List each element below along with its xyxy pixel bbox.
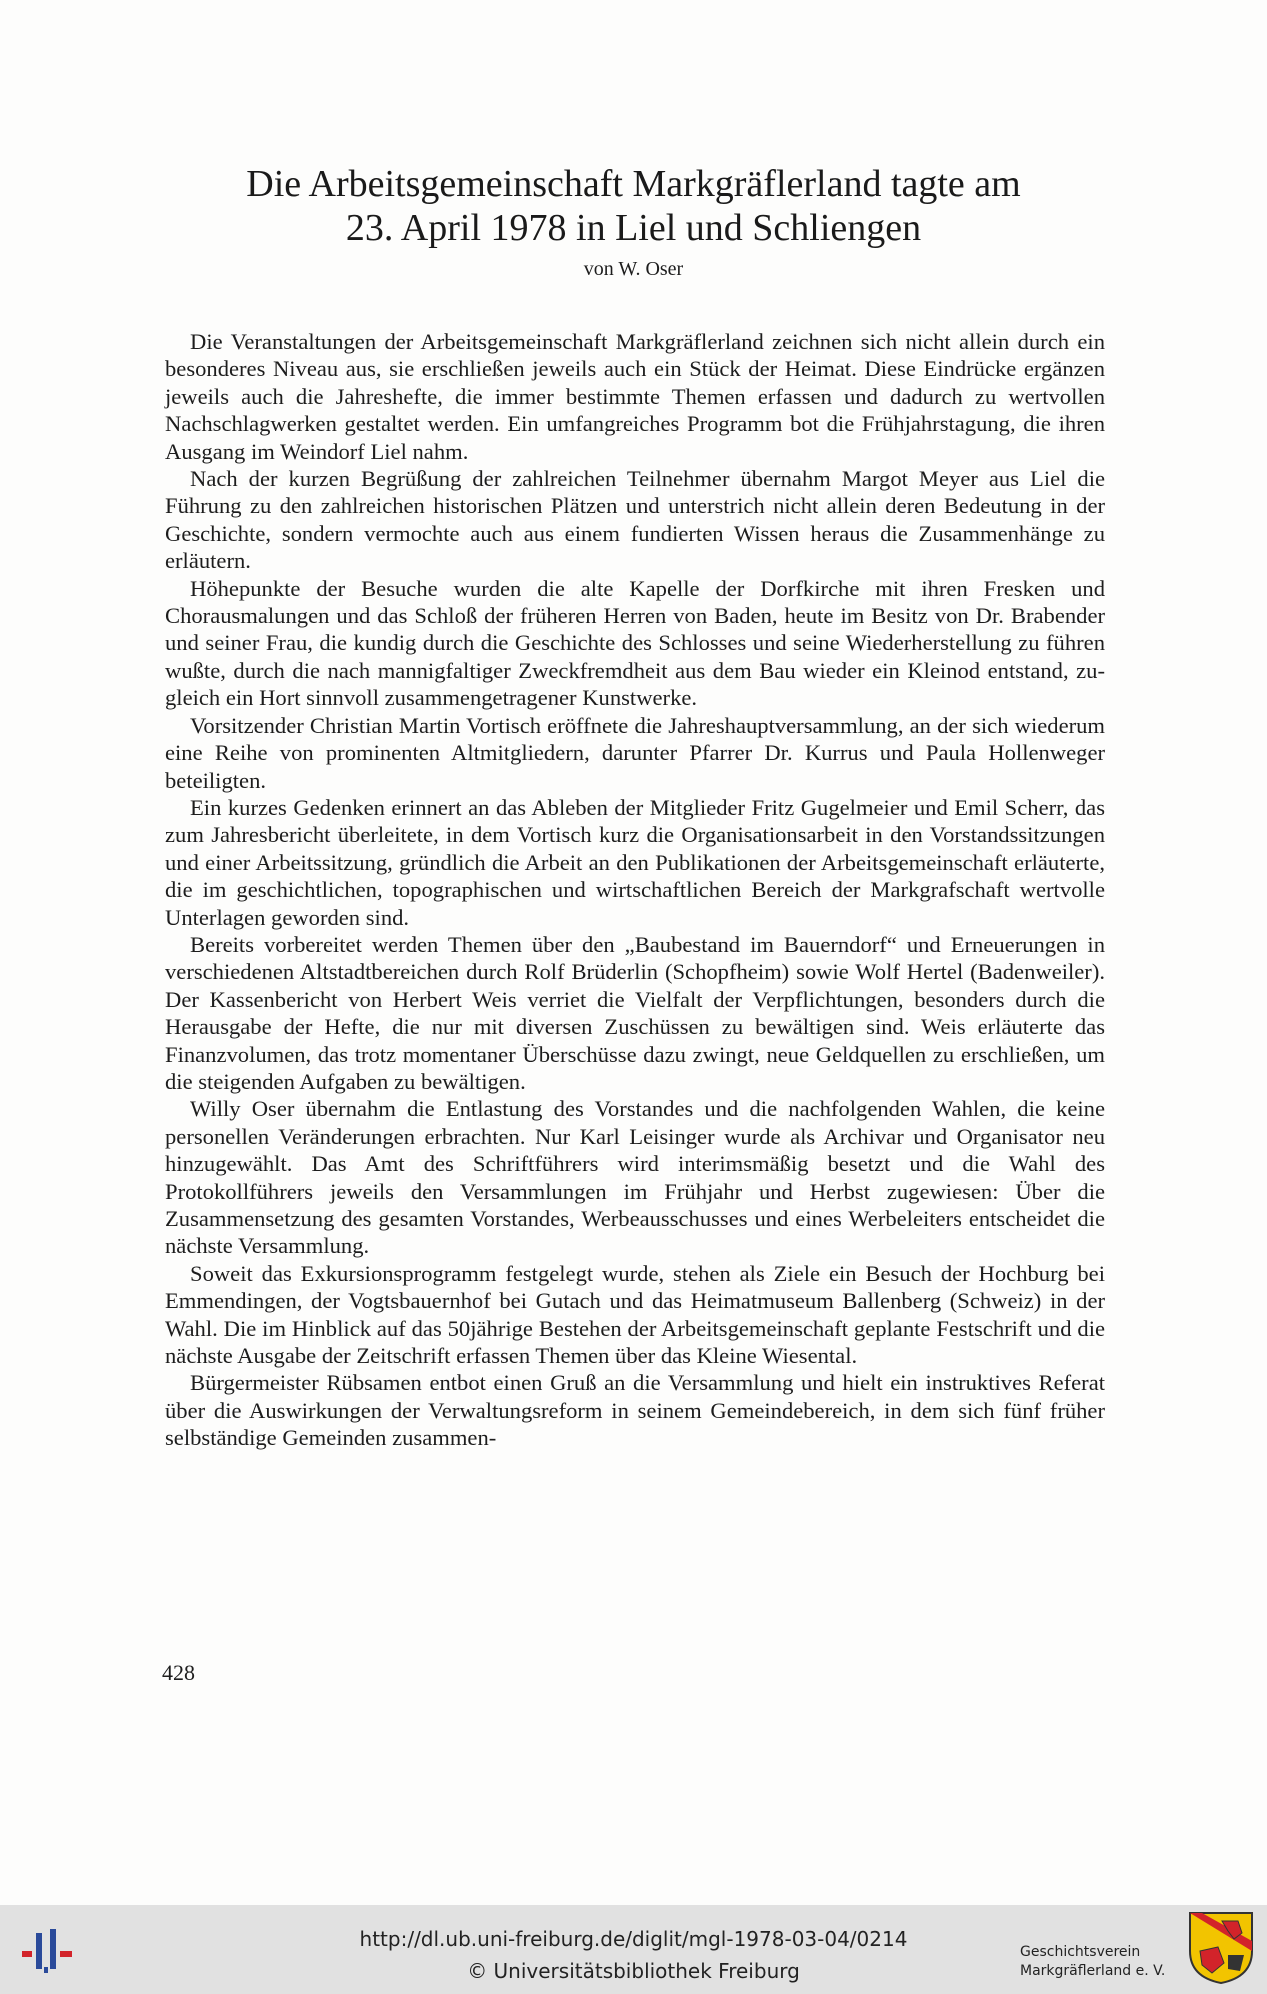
permalink-url[interactable]: http://dl.ub.uni-freiburg.de/diglit/mgl-1978-03-04/0214	[359, 1927, 908, 1951]
society-line-1: Geschichtsverein	[1020, 1944, 1141, 1960]
paragraph: Vorsitzender Christian Martin Vortisch eröffnete die Jahreshauptversammlung, an der sich wiederum eine Reihe von prominenten Altmitgliedern, darunter Pfarrer Dr. Kurrus und Paula Hollenweger beteiligten.	[165, 712, 1105, 793]
copyright-notice: © Universitätsbibliothek Freiburg	[467, 1959, 800, 1983]
paragraph: Bereits vorbereitet werden Themen über den „Baubestand im Bauerndorf“ und Erneuerungen in verschiedenen Altstadtbereichen durch Rolf Brüderlin (Schopfheim) sowie Wolf Hertel (Badenweiler). Der Kassenbericht von Herbert Weis verriet die Vielfalt der Verpflichtungen, besonders durch die Herausgabe der Hefte, die nur mit diversen Zuschüssen zu bewältigen sind. Weis erläuterte das Finanzvolumen, das trotz momentaner Überschüsse dazu zwingt, neue Geldquellen zu erschließen, um die steigenden Aufgaben zu bewältigen.	[165, 931, 1105, 1094]
paragraph: Bürgermeister Rübsamen entbot einen Gruß an die Versammlung und hielt ein instruktives Referat über die Auswirkungen der Verwaltungsreform in seinem Gemeindebereich, in dem sich fünf früher selbständige Gemeinden zusammen-	[165, 1370, 1105, 1451]
paragraph: Soweit das Exkursionsprogramm festgelegt wurde, stehen als Ziele ein Besuch der Hochburg bei Emmendingen, der Vogtsbauernhof bei Gutach und das Heimatmuseum Ballenberg (Schweiz) in der Wahl. Die im Hinblick auf das 50jährige Bestehen der Arbeitsgemeinschaft geplante Festschrift und die nächste Ausgabe der Zeitschrift erfassen Themen über das Kleine Wiesental.	[165, 1260, 1105, 1369]
paragraph: Willy Oser übernahm die Entlastung des Vorstandes und die nachfolgenden Wahlen, die keine personellen Veränderungen erbrachten. Nur Karl Leisinger wurde als Archivar und Organisator neu hinzugewählt. Das Amt des Schriftführers wird interimsmäßig besetzt und die Wahl des Protokollführers jeweils den Versammlungen im Frühjahr und Herbst zugewiesen: Über die Zusammensetzung des gesamten Vorstandes, Werbeausschusses und eines Werbeleiters entscheidet die nächste Versammlung.	[165, 1096, 1105, 1259]
coat-of-arms-icon	[1188, 1911, 1254, 1985]
page-number: 428	[162, 1660, 195, 1685]
paragraph: Höhepunkte der Besuche wurden die alte Kapelle der Dorfkirche mit ihren Fresken und Chorausmalungen und das Schloß der früheren Herren von Baden, heute im Besitz von Dr. Brabender und seiner Frau, die kundig durch die Geschichte des Schlosses und seine Wiederherstellung zu führen wußte, durch die nach mannigfaltiger Zweckfremdheit aus dem Bau wieder ein Kleinod entstand, zugleich ein Hort sinnvoll zusammengetragener Kunstwerke.	[165, 575, 1105, 711]
paragraph: Nach der kurzen Begrüßung der zahlreichen Teilnehmer übernahm Margot Meyer aus Liel die Führung zu den zahlreichen historischen Plätzen und unterstrich nicht allein deren Bedeutung in der Geschichte, sondern vermochte auch aus einem fundierten Wissen heraus die Zusammenhänge zu erläutern.	[165, 466, 1105, 574]
paragraph: Die Veranstaltungen der Arbeitsgemeinschaft Markgräflerland zeichnen sich nicht allein durch ein besonderes Niveau aus, sie erschließen jeweils auch ein Stück der Heimat. Diese Eindrücke ergänzen jeweils auch die Jahreshefte, die immer bestimmte Themen erfassen und dadurch zu wertvollen Nachschlagwerken gestaltet werden. Ein umfangreiches Programm bot die Frühjahrstagung, die ihren Ausgang im Weindorf Liel nahm.	[165, 329, 1105, 464]
title-line-2: 23. April 1978 in Liel und Schliengen	[345, 207, 922, 249]
byline: von W. Oser	[583, 258, 684, 280]
article-body	[165, 328, 1105, 1452]
digital-library-footer	[0, 1905, 1267, 1994]
society-line-2: Markgräflerland e. V.	[1020, 1963, 1166, 1979]
paragraph: Ein kurzes Gedenken erinnert an das Ableben der Mitglieder Fritz Gugelmeier und Emil Scherr, das zum Jahresbericht überleitete, in dem Vortisch kurz die Organisationsarbeit in den Vorstandssitzungen und einer Arbeitssitzung, gründlich die Arbeit an den Publikationen der Arbeitsgemeinschaft erläuterte, die im geschichtlichen, topographischen und wirtschaftlichen Bereich der Markgrafschaft wertvolle Unterlagen geworden sind.	[165, 794, 1105, 930]
title-line-1: Die Arbeitsgemeinschaft Markgräflerland tagte am	[246, 163, 1021, 205]
article-title	[160, 162, 1107, 250]
society-name	[1020, 1943, 1190, 1981]
